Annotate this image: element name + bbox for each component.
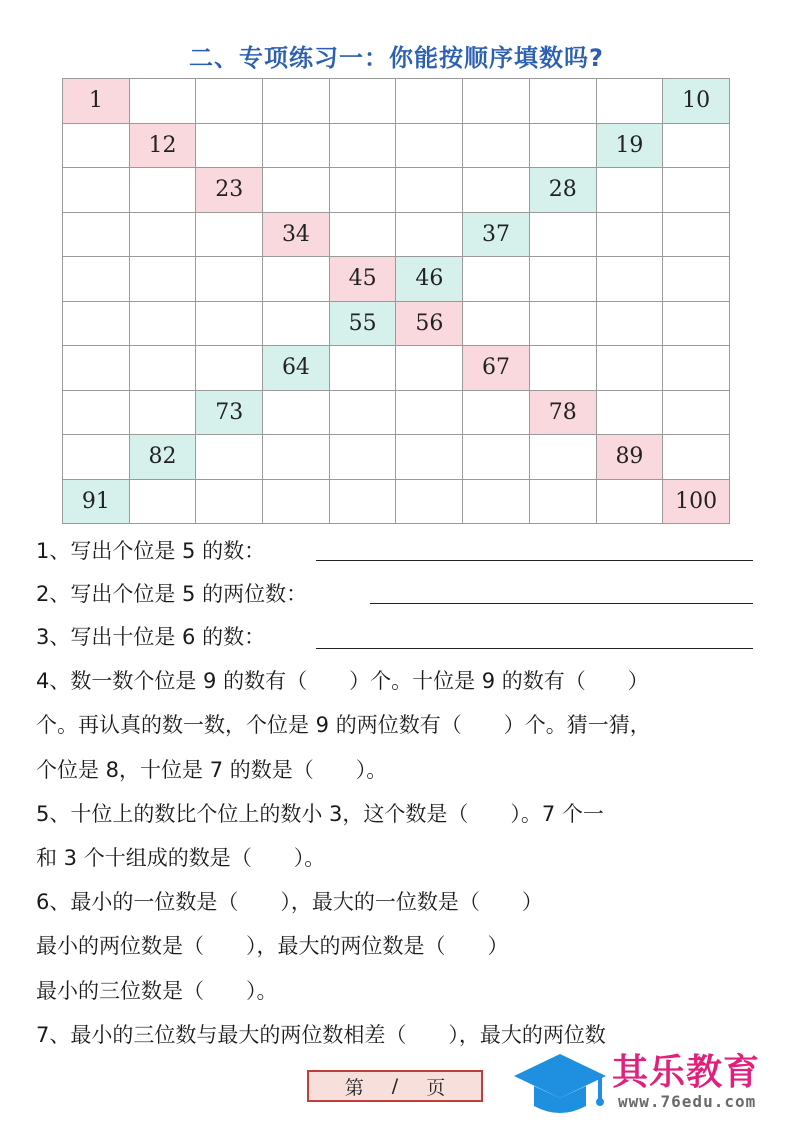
grid-cell-empty[interactable]: [196, 480, 263, 525]
grid-cell-empty[interactable]: [396, 480, 463, 525]
grid-cell-filled: 19: [597, 124, 664, 169]
grid-cell-empty[interactable]: [330, 79, 397, 124]
grid-cell-empty[interactable]: [130, 168, 197, 213]
page-title: 二、专项练习一：你能按顺序填数吗?: [189, 44, 604, 72]
question-5-line-2: 和 3 个十组成的数是（ ）。: [36, 846, 326, 870]
footer-first: 第: [344, 1076, 364, 1099]
question-4-line-1: 4、数一数个位是 9 的数有（ ）个。十位是 9 的数有（ ）: [36, 669, 649, 693]
grid-cell-empty[interactable]: [396, 168, 463, 213]
grid-cell-empty[interactable]: [530, 124, 597, 169]
grid-cell-empty[interactable]: [196, 257, 263, 302]
grid-cell-empty[interactable]: [196, 346, 263, 391]
grid-cell-empty[interactable]: [530, 435, 597, 480]
grid-cell-empty[interactable]: [463, 168, 530, 213]
number-grid: [62, 78, 730, 524]
grid-cell-empty[interactable]: [463, 435, 530, 480]
grid-cell-empty[interactable]: [130, 346, 197, 391]
grid-cell-empty[interactable]: [263, 257, 330, 302]
grid-cell-empty[interactable]: [130, 257, 197, 302]
grid-cell-empty[interactable]: [130, 480, 197, 525]
grid-cell-empty[interactable]: [463, 302, 530, 347]
grid-cell-empty[interactable]: [330, 435, 397, 480]
grid-cell-empty[interactable]: [530, 79, 597, 124]
grid-cell-empty[interactable]: [63, 346, 130, 391]
grid-cell-filled: 64: [263, 346, 330, 391]
question-6-line-1: 6、最小的一位数是（ ），最大的一位数是（ ）: [36, 890, 543, 914]
grid-cell-empty[interactable]: [263, 79, 330, 124]
grid-cell-empty[interactable]: [330, 213, 397, 258]
grid-cell-filled: 37: [463, 213, 530, 258]
grid-cell-empty[interactable]: [530, 480, 597, 525]
grid-cell-empty[interactable]: [597, 391, 664, 436]
grid-cell-empty[interactable]: [330, 346, 397, 391]
grid-cell-empty[interactable]: [130, 302, 197, 347]
grid-cell-empty[interactable]: [663, 302, 730, 347]
grid-cell-empty[interactable]: [263, 168, 330, 213]
grid-cell-empty[interactable]: [463, 124, 530, 169]
grid-cell-empty[interactable]: [63, 435, 130, 480]
grid-cell-empty[interactable]: [463, 79, 530, 124]
answer-line-3[interactable]: [316, 648, 753, 649]
grid-cell-filled: 45: [330, 257, 397, 302]
grid-cell-filled: 89: [597, 435, 664, 480]
grid-cell-empty[interactable]: [196, 302, 263, 347]
grid-cell-empty[interactable]: [330, 168, 397, 213]
grid-cell-empty[interactable]: [663, 257, 730, 302]
grid-cell-empty[interactable]: [196, 79, 263, 124]
grid-cell-empty[interactable]: [63, 391, 130, 436]
grid-cell-filled: 100: [663, 480, 730, 525]
grid-cell-empty[interactable]: [196, 213, 263, 258]
grid-cell-empty[interactable]: [597, 346, 664, 391]
grid-cell-empty[interactable]: [396, 435, 463, 480]
grid-cell-empty[interactable]: [597, 480, 664, 525]
grid-cell-filled: 67: [463, 346, 530, 391]
footer-page: 页: [426, 1076, 446, 1099]
question-6-line-3: 最小的三位数是（ ）。: [36, 979, 278, 1003]
grid-cell-empty[interactable]: [463, 257, 530, 302]
grid-cell-filled: 73: [196, 391, 263, 436]
grid-cell-empty[interactable]: [597, 168, 664, 213]
grid-cell-empty[interactable]: [263, 391, 330, 436]
grid-cell-empty[interactable]: [597, 257, 664, 302]
grid-cell-empty[interactable]: [663, 168, 730, 213]
grid-cell-filled: 78: [530, 391, 597, 436]
grid-cell-empty[interactable]: [63, 168, 130, 213]
grid-cell-empty[interactable]: [130, 391, 197, 436]
grid-cell-empty[interactable]: [396, 346, 463, 391]
grid-cell-empty[interactable]: [330, 124, 397, 169]
grid-cell-empty[interactable]: [597, 79, 664, 124]
logo-name: 其乐教育: [612, 1052, 761, 1093]
question-4-line-2: 个。再认真的数一数，个位是 9 的两位数有（ ）个。猜一猜，: [36, 713, 651, 737]
grid-cell-empty[interactable]: [330, 480, 397, 525]
grid-cell-empty[interactable]: [196, 435, 263, 480]
grid-cell-empty[interactable]: [63, 124, 130, 169]
grid-cell-empty[interactable]: [663, 435, 730, 480]
grid-cell-empty[interactable]: [263, 480, 330, 525]
question-3: 3、写出十位是 6 的数：: [36, 625, 266, 649]
grid-cell-empty[interactable]: [63, 302, 130, 347]
grid-cell-filled: 28: [530, 168, 597, 213]
question-6-line-2: 最小的两位数是（ ），最大的两位数是（ ）: [36, 934, 509, 958]
grid-cell-empty[interactable]: [530, 302, 597, 347]
grid-cell-empty[interactable]: [263, 302, 330, 347]
grid-cell-empty[interactable]: [396, 391, 463, 436]
grid-cell-empty[interactable]: [530, 346, 597, 391]
grid-cell-empty[interactable]: [463, 480, 530, 525]
question-7-line-1: 7、最小的三位数与最大的两位数相差（ ），最大的两位数: [36, 1023, 606, 1047]
question-1: 1、写出个位是 5 的数：: [36, 539, 266, 563]
grid-cell-empty[interactable]: [396, 79, 463, 124]
grid-cell-empty[interactable]: [330, 391, 397, 436]
grid-cell-empty[interactable]: [663, 346, 730, 391]
grid-cell-empty[interactable]: [597, 213, 664, 258]
grid-cell-filled: 56: [396, 302, 463, 347]
page-number-box: [307, 1070, 483, 1102]
grid-cell-empty[interactable]: [63, 213, 130, 258]
grid-cell-empty[interactable]: [663, 391, 730, 436]
grid-cell-empty[interactable]: [463, 391, 530, 436]
answer-line-2[interactable]: [370, 603, 753, 604]
footer-slash: /: [391, 1075, 399, 1097]
grid-cell-empty[interactable]: [663, 124, 730, 169]
grid-cell-filled: 91: [63, 480, 130, 525]
grid-cell-filled: 10: [663, 79, 730, 124]
grid-cell-empty[interactable]: [130, 213, 197, 258]
question-4-line-3: 个位是 8，十位是 7 的数是（ ）。: [36, 758, 388, 782]
answer-line-1[interactable]: [316, 560, 753, 561]
grid-cell-empty[interactable]: [597, 302, 664, 347]
grid-cell-empty[interactable]: [396, 213, 463, 258]
grid-cell-filled: 1: [63, 79, 130, 124]
question-2: 2、写出个位是 5 的两位数：: [36, 582, 308, 606]
grid-cell-filled: 23: [196, 168, 263, 213]
grid-cell-empty[interactable]: [530, 257, 597, 302]
grid-cell-filled: 82: [130, 435, 197, 480]
grid-cell-empty[interactable]: [263, 124, 330, 169]
grid-cell-empty[interactable]: [663, 213, 730, 258]
grid-cell-filled: 34: [263, 213, 330, 258]
grid-cell-empty[interactable]: [530, 213, 597, 258]
grid-cell-empty[interactable]: [130, 79, 197, 124]
logo-url: www.76edu.com: [618, 1092, 757, 1111]
grid-cell-filled: 12: [130, 124, 197, 169]
grid-cell-empty[interactable]: [263, 435, 330, 480]
grid-cell-empty[interactable]: [196, 124, 263, 169]
grid-cell-empty[interactable]: [63, 257, 130, 302]
grid-cell-filled: 55: [330, 302, 397, 347]
grid-cell-empty[interactable]: [396, 124, 463, 169]
grid-cell-filled: 46: [396, 257, 463, 302]
question-5-line-1: 5、十位上的数比个位上的数小 3，这个数是（ ）。7 个一: [36, 802, 604, 826]
